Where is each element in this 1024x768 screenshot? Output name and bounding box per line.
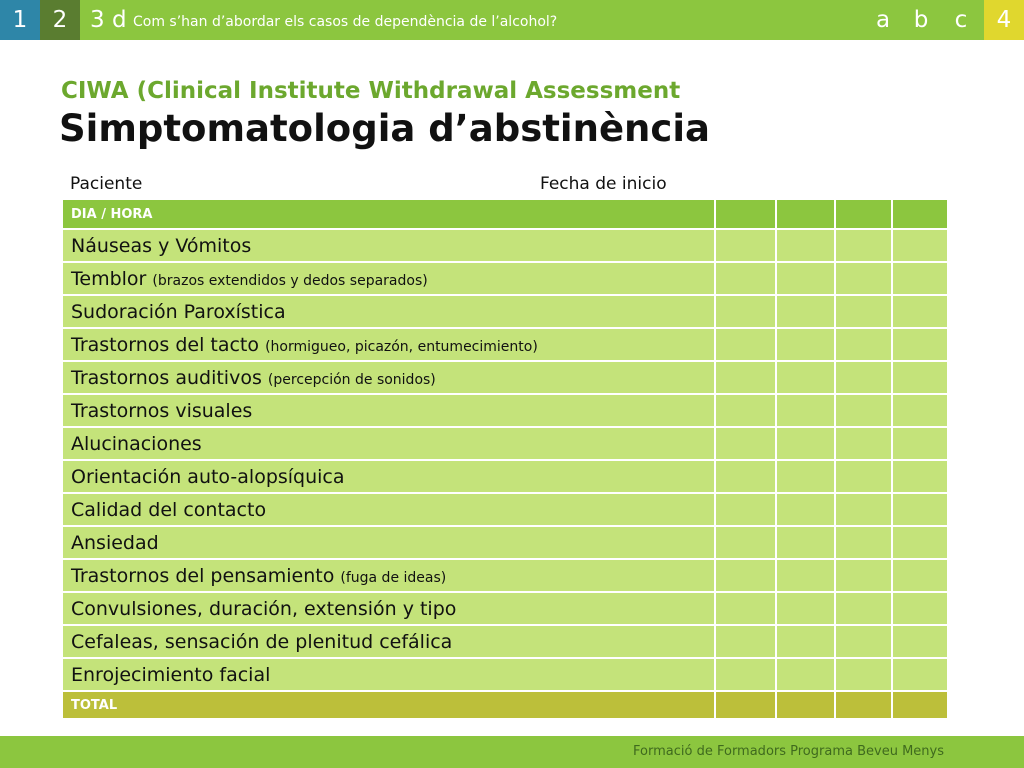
score-cell[interactable]: [776, 625, 835, 658]
header-cell: [892, 199, 948, 229]
score-cell[interactable]: [715, 229, 776, 262]
score-cell[interactable]: [776, 394, 835, 427]
score-cell[interactable]: [715, 262, 776, 295]
score-cell[interactable]: [776, 658, 835, 691]
table-row: [62, 427, 948, 460]
patient-label: Paciente: [70, 174, 143, 194]
start-date-label: Fecha de inicio: [540, 174, 667, 194]
score-cell[interactable]: [835, 493, 892, 526]
table-row: [62, 493, 948, 526]
symptom-label: [62, 625, 715, 658]
symptom-name: Ansiedad: [71, 531, 159, 554]
symptom-label: [62, 526, 715, 559]
symptom-label: [62, 394, 715, 427]
score-cell[interactable]: [776, 229, 835, 262]
header-cell: [715, 199, 776, 229]
header-label: DIA / HORA: [62, 199, 715, 229]
symptom-name: Orientación auto-alopsíquica: [71, 465, 345, 488]
score-cell[interactable]: [715, 592, 776, 625]
symptom-label: [62, 427, 715, 460]
score-cell[interactable]: [892, 229, 948, 262]
score-cell[interactable]: [835, 427, 892, 460]
symptom-name: Sudoración Paroxística: [71, 300, 286, 323]
score-cell[interactable]: [715, 493, 776, 526]
score-cell[interactable]: [776, 328, 835, 361]
score-cell[interactable]: [776, 460, 835, 493]
score-cell[interactable]: [835, 328, 892, 361]
symptom-note: (brazos extendidos y dedos separados): [152, 272, 428, 289]
score-cell[interactable]: [835, 229, 892, 262]
nav-button-3d[interactable]: 3 d: [90, 7, 127, 33]
score-cell[interactable]: [715, 295, 776, 328]
symptom-name: Trastornos visuales: [71, 399, 253, 422]
total-row: [62, 691, 948, 719]
nav-button-4[interactable]: 4: [984, 0, 1024, 40]
score-cell[interactable]: [715, 427, 776, 460]
score-cell[interactable]: [776, 592, 835, 625]
score-cell[interactable]: [835, 658, 892, 691]
table-row: [62, 559, 948, 592]
score-cell[interactable]: [715, 361, 776, 394]
score-cell[interactable]: [835, 394, 892, 427]
symptom-label: [62, 493, 715, 526]
score-cell[interactable]: [776, 559, 835, 592]
score-cell[interactable]: [715, 394, 776, 427]
symptom-note: (percepción de sonidos): [267, 371, 436, 388]
symptom-name: Trastornos del pensamiento: [71, 564, 335, 587]
ciwa-table: [61, 198, 949, 720]
slide-subtitle: CIWA (Clinical Institute Withdrawal Assessment: [61, 78, 681, 104]
score-cell[interactable]: [892, 592, 948, 625]
score-cell[interactable]: [835, 559, 892, 592]
score-cell[interactable]: [892, 295, 948, 328]
table-row: [62, 526, 948, 559]
symptom-name: Calidad del contacto: [71, 498, 267, 521]
score-cell[interactable]: [892, 394, 948, 427]
score-cell[interactable]: [715, 460, 776, 493]
score-cell[interactable]: [892, 328, 948, 361]
header-cell: [776, 199, 835, 229]
total-label: TOTAL: [62, 691, 715, 719]
score-cell[interactable]: [835, 625, 892, 658]
score-cell[interactable]: [776, 526, 835, 559]
score-cell[interactable]: [776, 493, 835, 526]
score-cell[interactable]: [835, 526, 892, 559]
nav-button-1[interactable]: 1: [0, 0, 40, 40]
symptom-name: Cefaleas, sensación de plenitud cefálica: [71, 630, 453, 653]
symptom-name: Trastornos del tacto: [71, 333, 260, 356]
score-cell[interactable]: [892, 559, 948, 592]
symptom-label: [62, 460, 715, 493]
score-cell[interactable]: [715, 625, 776, 658]
nav-button-c[interactable]: c: [954, 7, 968, 33]
symptom-label: [62, 361, 715, 394]
score-cell[interactable]: [776, 361, 835, 394]
symptom-label: [62, 559, 715, 592]
score-cell[interactable]: [835, 460, 892, 493]
symptom-name: Alucinaciones: [71, 432, 202, 455]
score-cell[interactable]: [892, 526, 948, 559]
symptom-label: [62, 328, 715, 361]
symptom-label: [62, 229, 715, 262]
table-row: [62, 394, 948, 427]
total-cell[interactable]: [892, 691, 948, 719]
score-cell[interactable]: [776, 427, 835, 460]
score-cell[interactable]: [715, 526, 776, 559]
table-row: [62, 361, 948, 394]
table-row: [62, 262, 948, 295]
score-cell[interactable]: [892, 361, 948, 394]
table-row: [62, 328, 948, 361]
nav-button-b[interactable]: b: [913, 7, 929, 33]
score-cell[interactable]: [835, 295, 892, 328]
table-row: [62, 229, 948, 262]
score-cell[interactable]: [835, 262, 892, 295]
symptom-label: [62, 262, 715, 295]
footer-text: Formació de Formadors Programa Beveu Menys: [633, 744, 944, 759]
score-cell[interactable]: [892, 493, 948, 526]
score-cell[interactable]: [715, 658, 776, 691]
table-row: [62, 625, 948, 658]
symptom-name: Enrojecimiento facial: [71, 663, 271, 686]
table-row: [62, 658, 948, 691]
symptom-label: [62, 658, 715, 691]
score-cell[interactable]: [835, 592, 892, 625]
score-cell[interactable]: [715, 559, 776, 592]
table-row: [62, 460, 948, 493]
symptom-note: (fuga de ideas): [340, 569, 447, 586]
symptom-name: Náuseas y Vómitos: [71, 234, 252, 257]
score-cell[interactable]: [892, 625, 948, 658]
score-cell[interactable]: [715, 328, 776, 361]
table-row: [62, 295, 948, 328]
header-cell: [835, 199, 892, 229]
nav-button-a[interactable]: a: [875, 7, 891, 33]
total-cell[interactable]: [776, 691, 835, 719]
total-cell[interactable]: [835, 691, 892, 719]
section-title: Com s’han d’abordar els casos de dependència de l’alcohol?: [133, 14, 558, 30]
symptom-name: Trastornos auditivos: [71, 366, 262, 389]
score-cell[interactable]: [892, 262, 948, 295]
score-cell[interactable]: [892, 460, 948, 493]
score-cell[interactable]: [892, 427, 948, 460]
score-cell[interactable]: [892, 658, 948, 691]
nav-button-2[interactable]: 2: [40, 0, 80, 40]
slide-title: Simptomatologia d’abstinència: [59, 107, 710, 150]
score-cell[interactable]: [776, 295, 835, 328]
table-header-row: [62, 199, 948, 229]
symptom-name: Temblor: [71, 267, 147, 290]
score-cell[interactable]: [835, 361, 892, 394]
symptom-note: (hormigueo, picazón, entumecimiento): [265, 338, 538, 355]
score-cell[interactable]: [776, 262, 835, 295]
symptom-label: [62, 592, 715, 625]
table-row: [62, 592, 948, 625]
total-cell[interactable]: [715, 691, 776, 719]
symptom-label: [62, 295, 715, 328]
symptom-name: Convulsiones, duración, extensión y tipo: [71, 597, 457, 620]
